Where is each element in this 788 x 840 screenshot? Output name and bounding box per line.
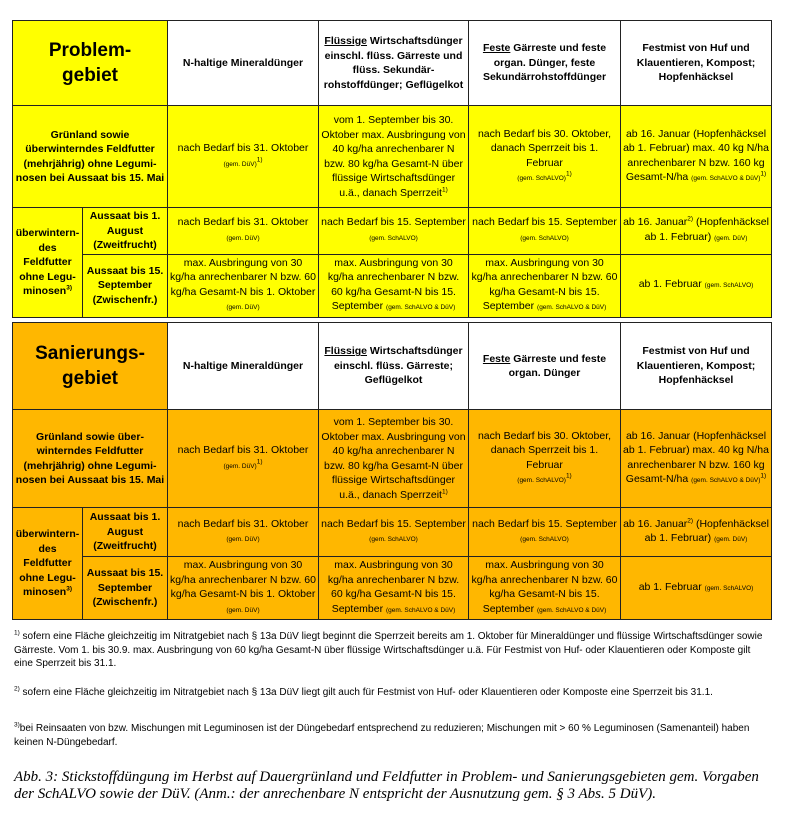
header-mineral: N-haltige Mineraldünger bbox=[168, 21, 319, 106]
group-label-feldfutter: überwintern-des Feldfutter ohne Legu-minosen$^{3)}$ bbox=[13, 508, 83, 620]
row-label-gruenland: Grünland sowie überwinterndes Feldfutter (mehrjährig) ohne Legumi-nosen bei Aussaat bis 15. Mai bbox=[13, 106, 168, 208]
sub-label-zweitfrucht: Aussaat bis 1. August (Zweitfrucht) bbox=[83, 508, 168, 557]
row-label-gruenland: Grünland sowie über-winterndes Feldfutter (mehrjährig) ohne Legumi-nosen bei Aussaat bis 15. Mai bbox=[13, 410, 168, 508]
footnote-1: $^{1)}$ sofern eine Fläche gleichzeitig im Nitratgebiet nach § 13a DüV liegt beginnt die Sperrzeit bereits am 1. Oktober für Mineraldünger und flüssige Wirtschaftsdünger sowie Gärreste. Vom 1. bis 30.9. max. Ausbringung von 60 kg/ha Gesamt-N über flüssige Wirtschaftsdünger u.ä. Für Festmist von Huf- oder Klauentieren oder Komposte gilt eine Sperrzeit bis 31.1. bbox=[14, 629, 763, 669]
cell: vom 1. September bis 30. Oktober max. Ausbringung von 40 kg/ha anrechenbarer N bzw. 80 kg/ha Gesamt-N über flüssige Wirtschaftsdünger u.ä., danach Sperrzeit$^{1)}$ bbox=[319, 106, 469, 208]
cell: nach Bedarf bis 15. September (gem. SchALVO) bbox=[469, 508, 621, 557]
header-fluessig: Flüssige Wirtschaftsdünger einschl. flüss. Gärreste; Geflügelkot bbox=[319, 323, 469, 410]
cell: ab 1. Februar (gem. SchALVO) bbox=[621, 557, 772, 620]
header-festmist: Festmist von Huf und Klauentieren, Kompost; Hopfenhäcksel bbox=[621, 21, 772, 106]
table-row-zwischenfrucht bbox=[13, 254, 772, 317]
cell: nach Bedarf bis 15. September (gem. SchALVO) bbox=[469, 208, 621, 255]
region-title: Sanierungs- gebiet bbox=[13, 323, 168, 410]
header-feste: Feste Gärreste und feste organ. Dünger bbox=[469, 323, 621, 410]
table-row-zweitfrucht bbox=[13, 208, 772, 255]
cell: nach Bedarf bis 15. September (gem. SchALVO) bbox=[319, 508, 469, 557]
cell: nach Bedarf bis 31. Oktober (gem. DüV) bbox=[168, 508, 319, 557]
region-title: Problem- gebiet bbox=[13, 21, 168, 106]
sanierungsgebiet-table bbox=[12, 322, 772, 620]
header-festmist: Festmist von Huf und Klauentieren, Kompost; Hopfenhäcksel bbox=[621, 323, 772, 410]
cell: ab 16. Januar$^{2)}$ (Hopfenhäcksel ab 1. Februar) (gem. DüV) bbox=[621, 208, 772, 255]
header-feste: Feste Gärreste und feste organ. Dünger, feste Sekundärrohstoffdünger bbox=[469, 21, 621, 106]
header-mineral: N-haltige Mineraldünger bbox=[168, 323, 319, 410]
cell: max. Ausbringung von 30 kg/ha anrechenbarer N bzw. 60 kg/ha Gesamt-N bis 15. September (gem. SchALVO & DüV) bbox=[319, 254, 469, 317]
cell: nach Bedarf bis 31. Oktober (gem. DüV) bbox=[168, 208, 319, 255]
table-row-gruenland bbox=[13, 410, 772, 508]
problemgebiet-table bbox=[12, 20, 772, 318]
cell: nach Bedarf bis 31. Oktober (gem. DüV)$^{1)}$ bbox=[168, 410, 319, 508]
footnote-3: $^{3)}$bei Reinsaaten von bzw. Mischungen mit Leguminosen ist der Düngebedarf entsprechend zu reduzieren; Mischungen mit > 60 % Leguminosen (Samenanteil) haben keinen N-Düngebedarf. bbox=[14, 721, 750, 748]
table-row-gruenland bbox=[13, 106, 772, 208]
cell: nach Bedarf bis 30. Oktober, danach Sperrzeit bis 1. Februar (gem. SchALVO)$^{1)}$ bbox=[469, 106, 621, 208]
cell: nach Bedarf bis 15. September (gem. SchALVO) bbox=[319, 208, 469, 255]
header-row bbox=[13, 21, 772, 106]
table-row-zwischenfrucht bbox=[13, 557, 772, 620]
header-row bbox=[13, 323, 772, 410]
sub-label-zwischenfrucht: Aussaat bis 15. September (Zwischenfr.) bbox=[83, 254, 168, 317]
cell: nach Bedarf bis 30. Oktober, danach Sperrzeit bis 1. Februar (gem. SchALVO)$^{1)}$ bbox=[469, 410, 621, 508]
sub-label-zwischenfrucht: Aussaat bis 15. September (Zwischenfr.) bbox=[83, 557, 168, 620]
cell: vom 1. September bis 30. Oktober max. Ausbringung von 40 kg/ha anrechenbarer N bzw. 80 kg/ha Gesamt-N über flüssige Wirtschaftsdünger u.ä., danach Sperrzeit$^{1)}$ bbox=[319, 410, 469, 508]
cell: max. Ausbringung von 30 kg/ha anrechenbarer N bzw. 60 kg/ha Gesamt-N bis 15. September (gem. SchALVO & DüV) bbox=[319, 557, 469, 620]
cell: ab 16. Januar (Hopfenhäcksel ab 1. Februar) max. 40 kg N/ha anrechenbarer N bzw. 160 kg Gesamt-N/ha (gem. SchALVO & DüV)$^{1)}$ bbox=[621, 106, 772, 208]
cell: ab 16. Januar (Hopfenhäcksel ab 1. Februar) max. 40 kg N/ha anrechenbarer N bzw. 160 kg Gesamt-N/ha (gem. SchALVO & DüV)$^{1)}$ bbox=[621, 410, 772, 508]
cell: max. Ausbringung von 30 kg/ha anrechenbarer N bzw. 60 kg/ha Gesamt-N bis 15. September (gem. SchALVO & DüV) bbox=[469, 254, 621, 317]
cell: nach Bedarf bis 31. Oktober (gem. DüV)$^{1)}$ bbox=[168, 106, 319, 208]
cell: max. Ausbringung von 30 kg/ha anrechenbarer N bzw. 60 kg/ha Gesamt-N bis 1. Oktober (gem. DüV) bbox=[168, 254, 319, 317]
cell: max. Ausbringung von 30 kg/ha anrechenbarer N bzw. 60 kg/ha Gesamt-N bis 15. September (gem. SchALVO & DüV) bbox=[469, 557, 621, 620]
figure-caption: Abb. 3: Stickstoffdüngung im Herbst auf Dauergrünland und Feldfutter in Problem- und Sanierungsgebieten gem. Vorgaben der SchALVO sowie der DüV. (Anm.: der anrechenbare N entspricht der Ausnutzung gem. § 3 Abs. 5 DüV). bbox=[14, 769, 759, 802]
table-row-zweitfrucht bbox=[13, 508, 772, 557]
cell: ab 1. Februar (gem. SchALVO) bbox=[621, 254, 772, 317]
group-label-feldfutter: überwintern-des Feldfutter ohne Legu-minosen$^{3)}$ bbox=[13, 208, 83, 318]
footnote-2: $^{2)}$ sofern eine Fläche gleichzeitig im Nitratgebiet nach § 13a DüV liegt gilt auch für Festmist von Huf- oder Klauentieren oder Komposte eine Sperrzeit bis 31.1. bbox=[14, 685, 713, 698]
cell: ab 16. Januar$^{2)}$ (Hopfenhäcksel ab 1. Februar) (gem. DüV) bbox=[621, 508, 772, 557]
sub-label-zweitfrucht: Aussaat bis 1. August (Zweitfrucht) bbox=[83, 208, 168, 255]
cell: max. Ausbringung von 30 kg/ha anrechenbarer N bzw. 60 kg/ha Gesamt-N bis 1. Oktober (gem. DüV) bbox=[168, 557, 319, 620]
header-fluessig: Flüssige Wirtschaftsdünger einschl. flüss. Gärreste und flüss. Sekundär-rohstoffdünger; Geflügelkot bbox=[319, 21, 469, 106]
